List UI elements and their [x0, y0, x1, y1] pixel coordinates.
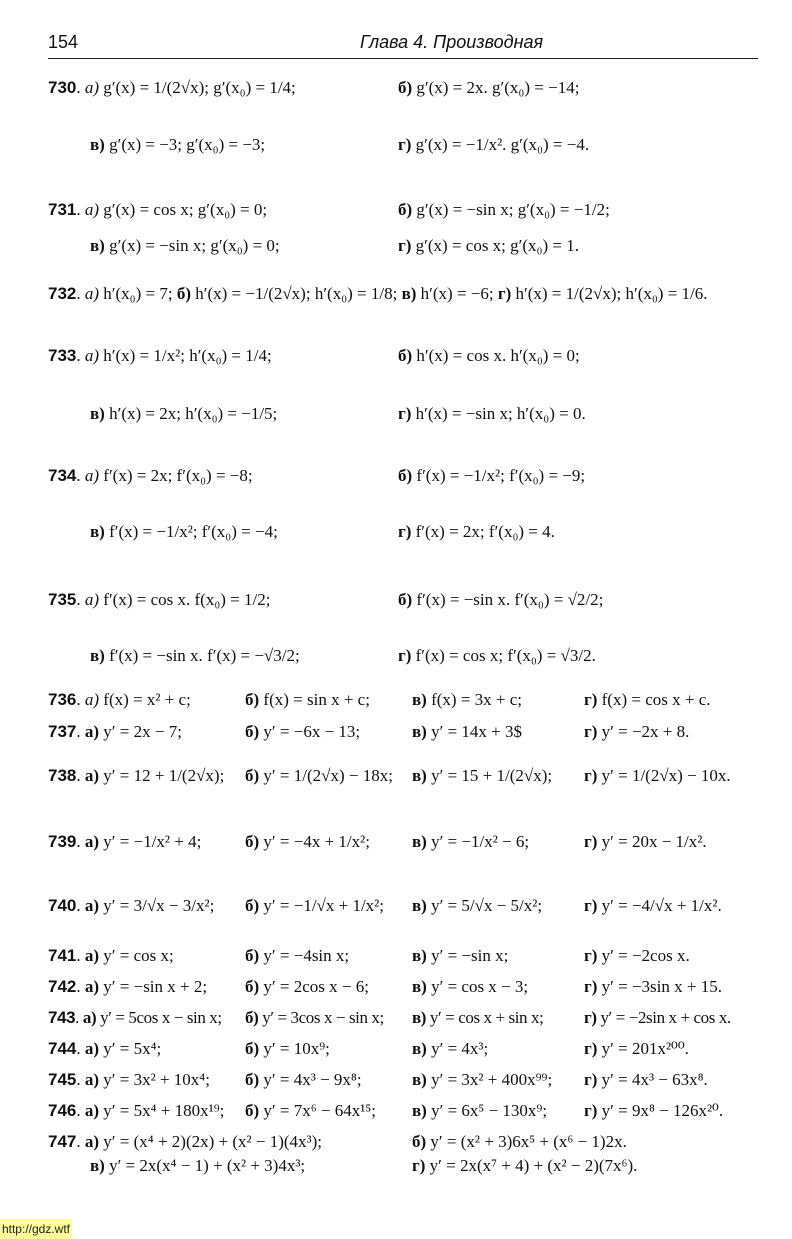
exercise-741-part-b [245, 946, 349, 966]
part-label: а) [84, 346, 100, 365]
answer: y′ = −4sin x; [263, 946, 350, 965]
exercise-745-part-g [584, 1070, 708, 1090]
exercise-734-row-1: 734. а) f′(x) = 2x; f′(x₀) = −8; [48, 466, 253, 485]
exercise-734-part-b [398, 466, 585, 486]
exercise-737-part-g [584, 722, 689, 742]
answer: y′ = 6x⁵ − 130x⁹; [431, 1101, 548, 1120]
exercise-740-part-b [245, 896, 384, 916]
part-label: в) [412, 832, 427, 851]
exercise-number: 738 [48, 766, 77, 785]
exercise-746-part-v [412, 1101, 547, 1121]
exercise-744-part-b [245, 1039, 330, 1059]
exercise-number: 742 [48, 977, 77, 996]
part-label: г) [584, 690, 598, 709]
part-label: в) [412, 1101, 427, 1120]
part-label: а) [84, 284, 100, 303]
answer: h′(x) = 2x; h′(x₀) = −1/5; [109, 404, 278, 423]
part-label: а) [84, 766, 100, 785]
part-label: г) [584, 1101, 598, 1120]
answer: h′(x₀) = 7; [103, 284, 173, 303]
exercise-746-part-b [245, 1101, 376, 1121]
exercise-743-part-v [412, 1008, 543, 1028]
exercise-731-row-1: 731. а) g′(x) = cos x; g′(x₀) = 0; [48, 200, 268, 219]
part-label: а) [84, 690, 100, 709]
answer: y′ = 5x⁴ + 180x¹⁹; [103, 1101, 225, 1120]
part-label: а) [84, 1070, 100, 1089]
exercise-736-part-a: 736. а) f(x) = x² + c; [48, 690, 191, 709]
answer: y′ = 5x⁴; [103, 1039, 162, 1058]
exercise-739-part-a: 739. а) y′ = −1/x² + 4; [48, 832, 202, 851]
answer: f′(x) = 2x; f′(x₀) = −8; [103, 466, 253, 485]
part-label: б) [245, 946, 260, 965]
answer: y′ = (x⁴ + 2)(2x) + (x² − 1)(4x³); [103, 1132, 322, 1151]
answer: f′(x) = −sin x. f′(x) = −√3/2; [109, 646, 300, 665]
part-label: б) [245, 896, 260, 915]
answer: y′ = 2x − 7; [103, 722, 182, 741]
part-label: а) [84, 1039, 100, 1058]
exercise-734-part-v [90, 522, 278, 542]
exercise-number: 741 [48, 946, 77, 965]
answer: y′ = 7x⁶ − 64x¹⁵; [263, 1101, 376, 1120]
exercise-737-part-a: 737. а) y′ = 2x − 7; [48, 722, 182, 741]
exercise-733-row-1: 733. а) h′(x) = 1/x²; h′(x₀) = 1/4; [48, 346, 272, 365]
part-label: г) [398, 135, 412, 154]
exercise-number: 739 [48, 832, 77, 851]
answer: y′ = −1/x² − 6; [431, 832, 530, 851]
part-label: а) [84, 946, 100, 965]
answer: y′ = −1/x² + 4; [103, 832, 202, 851]
part-label: а) [84, 78, 100, 97]
part-label: б) [245, 690, 260, 709]
exercise-number: 740 [48, 896, 77, 915]
exercise-number: 746 [48, 1101, 77, 1120]
answer: y′ = 3x² + 400x⁹⁹; [431, 1070, 553, 1089]
exercise-731-part-v [90, 236, 280, 256]
part-label: б) [245, 766, 260, 785]
part-label: а) [84, 896, 100, 915]
part-label: в) [90, 135, 105, 154]
exercise-number: 737 [48, 722, 77, 741]
exercise-741-part-g [584, 946, 690, 966]
part-label: а) [84, 832, 100, 851]
exercise-744-part-a: 744. а) y′ = 5x⁴; [48, 1039, 162, 1058]
exercise-739-part-v [412, 832, 529, 852]
answer: y′ = 201x²⁰⁰. [601, 1039, 689, 1058]
part-label: в) [90, 404, 105, 423]
exercise-736-part-b [245, 690, 370, 710]
part-label: г) [584, 977, 598, 996]
part-label: г) [412, 1156, 426, 1175]
part-label: г) [584, 946, 598, 965]
exercise-732-row: 732. а) h′(x₀) = 7; б) h′(x) = −1/(2√x); h′(x₀) = 1/8; в) h′(x) = −6; г) h′(x) = 1/(2√x); h′(x₀) = 1/6. [48, 284, 708, 303]
exercise-742-part-b [245, 977, 369, 997]
answer: y′ = −4/√x + 1/x². [601, 896, 722, 915]
exercise-745-part-b [245, 1070, 362, 1090]
answer: y′ = 12 + 1/(2√x); [103, 766, 225, 785]
part-label: в) [412, 1070, 427, 1089]
exercise-733-part-b [398, 346, 580, 366]
exercise-number: 731 [48, 200, 77, 219]
exercise-number: 732 [48, 284, 77, 303]
part-label: г) [584, 1039, 598, 1058]
answer: f′(x) = cos x; f′(x₀) = √3/2. [415, 646, 596, 665]
part-label: б) [245, 977, 260, 996]
exercise-number: 730 [48, 78, 77, 97]
exercise-730-row-1: 730. а) g′(x) = 1/(2√x); g′(x₀) = 1/4; [48, 78, 296, 97]
part-label: а) [84, 1132, 100, 1151]
exercise-743-part-a: 743. а) y′ = 5cos x − sin x; [48, 1008, 222, 1027]
exercise-733-part-v [90, 404, 277, 424]
part-label: г) [584, 722, 598, 741]
exercise-733-part-g [398, 404, 586, 424]
answer: y′ = 15 + 1/(2√x); [431, 766, 553, 785]
exercise-746-part-g [584, 1101, 723, 1121]
answer: h′(x) = cos x. h′(x₀) = 0; [416, 346, 580, 365]
answer: y′ = −1/√x + 1/x²; [263, 896, 384, 915]
part-label: б) [398, 466, 413, 485]
exercise-741-part-a: 741. а) y′ = cos x; [48, 946, 174, 965]
exercise-747-part-b [412, 1132, 627, 1152]
part-label: б) [412, 1132, 427, 1151]
page-number: 154 [48, 32, 79, 52]
answer: y′ = 5/√x − 5/x²; [431, 896, 543, 915]
part-label: а) [82, 1008, 97, 1027]
answer: y′ = (x² + 3)6x⁵ + (x⁶ − 1)2x. [430, 1132, 627, 1151]
part-label: а) [84, 977, 100, 996]
exercise-745-part-v [412, 1070, 552, 1090]
answer: g′(x) = 2x. g′(x₀) = −14; [416, 78, 580, 97]
answer: f′(x) = −sin x. f′(x₀) = √2/2; [416, 590, 604, 609]
answer: g′(x) = cos x; g′(x₀) = 1. [415, 236, 579, 255]
part-label: г) [398, 522, 412, 541]
part-label: г) [584, 896, 598, 915]
exercise-number: 743 [48, 1008, 76, 1027]
part-label: б) [398, 200, 413, 219]
exercise-736-part-g [584, 690, 711, 710]
part-label: в) [401, 284, 417, 303]
exercise-731-part-g [398, 236, 579, 256]
exercise-744-part-v [412, 1039, 488, 1059]
answer: y′ = 5cos x − sin x; [100, 1008, 222, 1027]
answer: y′ = 9x⁸ − 126x²⁰. [601, 1101, 724, 1120]
answer: f′(x) = 2x; f′(x₀) = 4. [415, 522, 555, 541]
answer: y′ = cos x + sin x; [429, 1008, 544, 1027]
answer: h′(x) = 1/(2√x); h′(x₀) = 1/6. [515, 284, 708, 303]
exercise-742-part-a: 742. а) y′ = −sin x + 2; [48, 977, 208, 996]
answer: y′ = 2cos x − 6; [263, 977, 369, 996]
answer: g′(x) = cos x; g′(x₀) = 0; [103, 200, 268, 219]
part-label: в) [90, 646, 105, 665]
answer: h′(x) = −1/(2√x); h′(x₀) = 1/8; [195, 284, 398, 303]
answer: h′(x) = −sin x; h′(x₀) = 0. [415, 404, 586, 423]
answer: y′ = 3x² + 10x⁴; [103, 1070, 210, 1089]
exercise-number: 747 [48, 1132, 77, 1151]
part-label: б) [245, 1039, 260, 1058]
exercise-735-part-v [90, 646, 300, 666]
exercise-740-part-a: 740. а) y′ = 3/√x − 3/x²; [48, 896, 215, 915]
exercise-746-part-a: 746. а) y′ = 5x⁴ + 180x¹⁹; [48, 1101, 225, 1120]
exercise-number: 734 [48, 466, 77, 485]
part-label: г) [584, 1070, 598, 1089]
answer: g′(x) = −1/x². g′(x₀) = −4. [415, 135, 590, 154]
exercise-740-part-v [412, 896, 542, 916]
exercise-735-row-1: 735. а) f′(x) = cos x. f(x₀) = 1/2; [48, 590, 271, 609]
exercise-744-part-g [584, 1039, 689, 1059]
part-label: а) [84, 722, 100, 741]
part-label: б) [398, 590, 413, 609]
exercise-747-part-g [412, 1156, 637, 1176]
exercise-738-part-v [412, 766, 552, 786]
part-label: г) [584, 766, 598, 785]
part-label: б) [176, 284, 191, 303]
answer: y′ = −3sin x + 15. [601, 977, 722, 996]
answer: y′ = −4x + 1/x²; [263, 832, 370, 851]
answer: y′ = −6x − 13; [263, 722, 361, 741]
answer: h′(x) = 1/x²; h′(x₀) = 1/4; [103, 346, 272, 365]
answer: y′ = −2sin x + cos x. [600, 1008, 731, 1027]
answer: y′ = 2x(x⁷ + 4) + (x² − 2)(7x⁶). [429, 1156, 638, 1175]
exercise-741-part-v [412, 946, 508, 966]
part-label: г) [398, 404, 412, 423]
answer: f(x) = sin x + c; [263, 690, 370, 709]
answer: f(x) = cos x + c. [601, 690, 711, 709]
part-label: б) [398, 346, 413, 365]
exercise-734-part-g [398, 522, 555, 542]
part-label: б) [245, 1070, 260, 1089]
answer: y′ = 14x + 3$ [431, 722, 522, 741]
part-label: б) [245, 1008, 259, 1027]
part-label: а) [84, 590, 100, 609]
exercise-number: 733 [48, 346, 77, 365]
part-label: б) [398, 78, 413, 97]
part-label: в) [412, 766, 427, 785]
site-watermark[interactable]: http://gdz.wtf [0, 1219, 72, 1239]
part-label: в) [90, 236, 105, 255]
exercise-739-part-g [584, 832, 707, 852]
exercise-730-part-v [90, 135, 265, 155]
part-label: б) [245, 722, 260, 741]
exercise-735-part-g [398, 646, 596, 666]
part-label: в) [412, 977, 427, 996]
answer: g′(x) = −sin x; g′(x₀) = 0; [109, 236, 280, 255]
part-label: а) [84, 466, 100, 485]
answer: g′(x) = 1/(2√x); g′(x₀) = 1/4; [103, 78, 296, 97]
part-label: в) [412, 690, 427, 709]
answer: y′ = 20x − 1/x². [601, 832, 707, 851]
answer: f′(x) = cos x. f(x₀) = 1/2; [103, 590, 271, 609]
part-label: в) [412, 946, 427, 965]
answer: y′ = cos x; [103, 946, 174, 965]
exercise-739-part-b [245, 832, 370, 852]
part-label: в) [412, 722, 427, 741]
part-label: б) [245, 1101, 260, 1120]
exercise-747-part-a: 747. а) y′ = (x⁴ + 2)(2x) + (x² − 1)(4x³); [48, 1132, 322, 1151]
part-label: в) [412, 1039, 427, 1058]
answer: f′(x) = −1/x²; f′(x₀) = −4; [109, 522, 278, 541]
part-label: в) [412, 1008, 427, 1027]
part-label: г) [398, 236, 412, 255]
exercise-743-part-g [584, 1008, 731, 1028]
exercise-745-part-a: 745. а) y′ = 3x² + 10x⁴; [48, 1070, 210, 1089]
exercise-730-part-b [398, 78, 579, 98]
answer: y′ = −2x + 8. [601, 722, 690, 741]
answer: g′(x) = −3; g′(x₀) = −3; [109, 135, 266, 154]
exercise-737-part-v [412, 722, 522, 742]
exercise-743-part-b [245, 1008, 384, 1028]
part-label: г) [497, 284, 512, 303]
page-header [48, 30, 758, 59]
answer: y′ = −sin x; [431, 946, 509, 965]
answer: y′ = 1/(2√x) − 10x. [601, 766, 731, 785]
exercise-738-part-g [584, 766, 731, 786]
exercise-731-part-b [398, 200, 610, 220]
answer: y′ = 4x³ − 9x⁸; [263, 1070, 362, 1089]
exercise-735-part-b [398, 590, 603, 610]
part-label: а) [84, 200, 100, 219]
exercise-736-part-v [412, 690, 522, 710]
answer: f(x) = 3x + c; [431, 690, 523, 709]
answer: y′ = 3/√x − 3/x²; [103, 896, 215, 915]
part-label: в) [412, 896, 427, 915]
exercise-740-part-g [584, 896, 722, 916]
exercise-742-part-v [412, 977, 528, 997]
exercise-738-part-a: 738. а) y′ = 12 + 1/(2√x); [48, 766, 225, 785]
exercise-number: 736 [48, 690, 77, 709]
answer: y′ = −2cos x. [601, 946, 690, 965]
exercise-730-part-g [398, 135, 589, 155]
exercise-number: 735 [48, 590, 77, 609]
exercise-742-part-g [584, 977, 722, 997]
exercise-number: 745 [48, 1070, 77, 1089]
answer: y′ = 10x⁹; [263, 1039, 330, 1058]
exercise-number: 744 [48, 1039, 77, 1058]
part-label: г) [584, 832, 598, 851]
part-label: г) [584, 1008, 597, 1027]
answer: f′(x) = −1/x²; f′(x₀) = −9; [416, 466, 586, 485]
answer: f(x) = x² + c; [103, 690, 191, 709]
chapter-title: Глава 4. Производная [360, 32, 544, 52]
part-label: в) [90, 1156, 105, 1175]
answer: y′ = 3cos x − sin x; [262, 1008, 384, 1027]
part-label: г) [398, 646, 412, 665]
answer: h′(x) = −6; [420, 284, 494, 303]
answer: y′ = −sin x + 2; [103, 977, 208, 996]
answer: y′ = 1/(2√x) − 18x; [263, 766, 393, 785]
part-label: а) [84, 1101, 100, 1120]
answer: g′(x) = −sin x; g′(x₀) = −1/2; [416, 200, 610, 219]
exercise-738-part-b [245, 766, 393, 786]
answer: y′ = 2x(x⁴ − 1) + (x² + 3)4x³; [109, 1156, 306, 1175]
part-label: б) [245, 832, 260, 851]
answer: y′ = 4x³; [431, 1039, 489, 1058]
part-label: в) [90, 522, 105, 541]
answer: y′ = cos x − 3; [431, 977, 529, 996]
exercise-737-part-b [245, 722, 360, 742]
exercise-747-part-v [90, 1156, 305, 1176]
answer: y′ = 4x³ − 63x⁸. [601, 1070, 708, 1089]
